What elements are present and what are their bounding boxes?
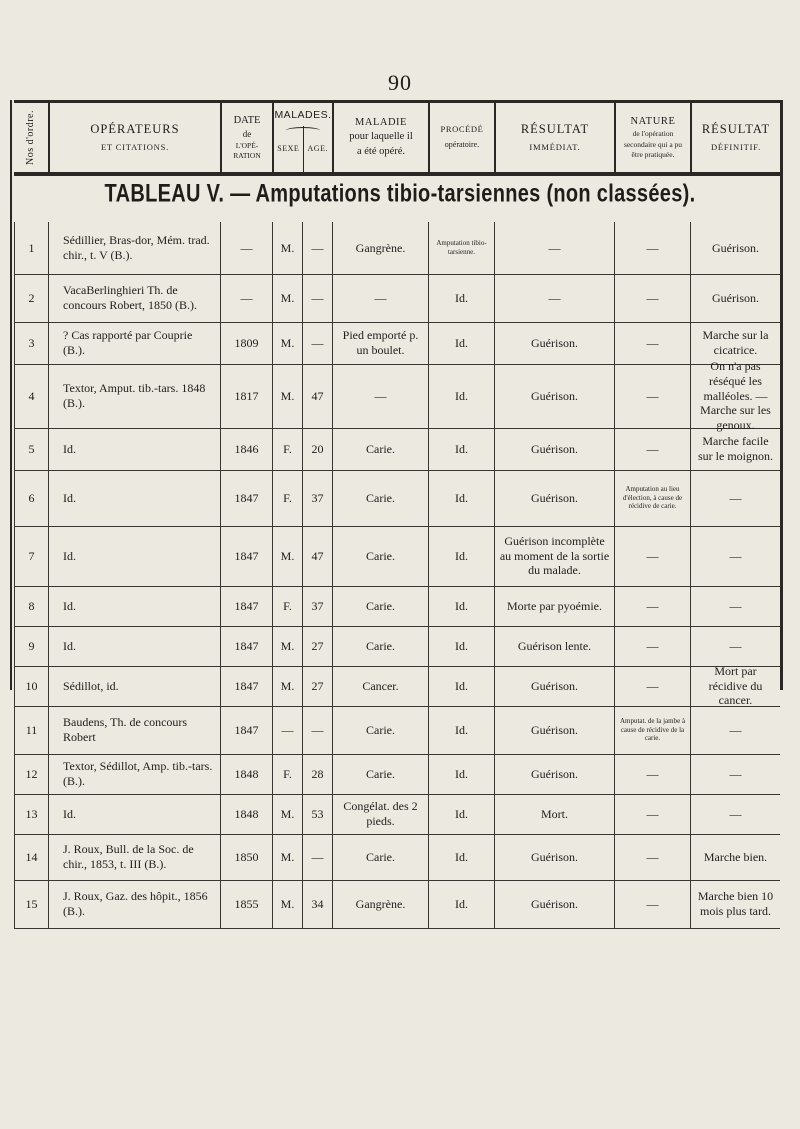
cell-sexe: M. [272, 526, 302, 586]
cell-n: 8 [14, 586, 48, 626]
header-resultat-definitif [690, 103, 780, 172]
cell-age: 28 [302, 754, 332, 794]
header-nature [614, 103, 690, 172]
cell-operateur: VacaBerlinghieri Th. de concours Robert, 1850 (B.). [48, 274, 220, 322]
header-operateurs-label: OPÉRATEURS [90, 122, 180, 137]
cell-operateur: Id. [48, 428, 220, 470]
cell-date: — [220, 274, 272, 322]
cell-age: — [302, 274, 332, 322]
cell-nature: — [614, 428, 690, 470]
cell-definitif: Marche bien 10 mois plus tard. [690, 880, 780, 928]
cell-procede: Id. [428, 706, 494, 754]
cell-maladie: Carie. [332, 754, 428, 794]
cell-procede: Id. [428, 880, 494, 928]
header-procede-line1: PROCÉDÉ [440, 124, 484, 135]
cell-n: 1 [14, 222, 48, 274]
cell-date: 1848 [220, 794, 272, 834]
header-malades-label: MALADES. [274, 109, 332, 121]
cell-procede: Id. [428, 754, 494, 794]
header-procede [428, 103, 494, 172]
cell-immediat: Morte par pyoémie. [494, 586, 614, 626]
cell-date: — [220, 222, 272, 274]
cell-immediat: Guérison. [494, 364, 614, 428]
cell-operateur: Id. [48, 586, 220, 626]
cell-date: 1850 [220, 834, 272, 880]
header-operateurs [48, 103, 220, 172]
cell-age: 27 [302, 666, 332, 706]
header-age-label: AGE. [303, 126, 333, 172]
header-ordre-label: Nos d'ordre. [25, 109, 37, 165]
cell-date: 1847 [220, 586, 272, 626]
cell-immediat: Mort. [494, 794, 614, 834]
cell-procede: Id. [428, 834, 494, 880]
cell-operateur: Id. [48, 626, 220, 666]
header-maladie [332, 103, 428, 172]
cell-n: 11 [14, 706, 48, 754]
cell-n: 15 [14, 880, 48, 928]
cell-n: 13 [14, 794, 48, 834]
cell-procede: Id. [428, 626, 494, 666]
cell-immediat: Guérison. [494, 706, 614, 754]
table-row [14, 526, 780, 587]
cell-operateur: Id. [48, 526, 220, 586]
cell-date: 1847 [220, 706, 272, 754]
cell-immediat: — [494, 222, 614, 274]
cell-n: 7 [14, 526, 48, 586]
cell-operateur: J. Roux, Bull. de la Soc. de chir., 1853, t. III (B.). [48, 834, 220, 880]
cell-n: 2 [14, 274, 48, 322]
cell-maladie: Gangrène. [332, 222, 428, 274]
cell-age: 47 [302, 526, 332, 586]
header-date-line3: L'OPÉ- [235, 140, 259, 150]
table-row [14, 626, 780, 667]
header-nature-line2: de l'opération [632, 129, 674, 139]
cell-operateur: Textor, Amput. tib.-tars. 1848 (B.). [48, 364, 220, 428]
table-row [14, 322, 780, 365]
cell-procede: Id. [428, 794, 494, 834]
cell-definitif: Guérison. [690, 222, 780, 274]
cell-maladie: Carie. [332, 526, 428, 586]
cell-definitif: Guérison. [690, 274, 780, 322]
cell-immediat: Guérison. [494, 666, 614, 706]
cell-definitif: — [690, 706, 780, 754]
cell-age: — [302, 222, 332, 274]
cell-date: 1848 [220, 754, 272, 794]
header-nature-line4: être pratiquée. [631, 149, 675, 159]
table-row [14, 222, 780, 275]
table-row [14, 754, 780, 795]
cell-maladie: Carie. [332, 428, 428, 470]
cell-sexe: F. [272, 470, 302, 526]
cell-sexe: M. [272, 666, 302, 706]
cell-nature: — [614, 626, 690, 666]
cell-n: 5 [14, 428, 48, 470]
table-header [14, 100, 780, 176]
cell-maladie: Carie. [332, 834, 428, 880]
cell-maladie: Gangrène. [332, 880, 428, 928]
cell-nature: — [614, 274, 690, 322]
cell-maladie: Carie. [332, 470, 428, 526]
cell-immediat: Guérison lente. [494, 626, 614, 666]
cell-sexe: M. [272, 364, 302, 428]
header-nature-line3: secondaire qui a pu [623, 139, 683, 149]
header-malades [272, 103, 332, 172]
cell-sexe: M. [272, 626, 302, 666]
cell-nature: — [614, 880, 690, 928]
cell-sexe: M. [272, 834, 302, 880]
cell-immediat: Guérison. [494, 470, 614, 526]
table-row [14, 274, 780, 323]
cell-n: 12 [14, 754, 48, 794]
header-citations-label: ET CITATIONS. [100, 141, 170, 152]
cell-nature: Amputation au lieu d'élection, à cause de récidive de carie. [614, 470, 690, 526]
header-date-line1: DATE [233, 115, 261, 127]
cell-date: 1847 [220, 470, 272, 526]
table-row [14, 359, 780, 432]
cell-n: 3 [14, 322, 48, 364]
table-row [14, 794, 780, 835]
header-sexe-label: SEXE [277, 144, 300, 154]
header-date-line4: RATION [233, 150, 261, 160]
cell-operateur: Textor, Sédillot, Amp. tib.-tars. (B.). [48, 754, 220, 794]
cell-maladie: Carie. [332, 626, 428, 666]
cell-definitif: — [690, 526, 780, 586]
cell-sexe: M. [272, 222, 302, 274]
cell-maladie: — [332, 274, 428, 322]
cell-immediat: — [494, 274, 614, 322]
cell-age: 27 [302, 626, 332, 666]
cell-sexe: M. [272, 274, 302, 322]
table-title: TABLEAU V. — Amputations tibio-tarsiennes (non classées). [104, 180, 696, 208]
table-row [14, 666, 780, 707]
cell-immediat: Guérison. [494, 834, 614, 880]
cell-date: 1809 [220, 322, 272, 364]
cell-definitif: — [690, 794, 780, 834]
cell-immediat: Guérison. [494, 880, 614, 928]
cell-n: 6 [14, 470, 48, 526]
header-resultat-immediat-line1: RÉSULTAT [520, 122, 590, 137]
header-ordre [14, 103, 48, 172]
cell-nature: — [614, 754, 690, 794]
cell-date: 1855 [220, 880, 272, 928]
header-maladie-line2: pour laquelle il [349, 131, 413, 143]
header-resultat-immediat-line2: IMMÉDIAT. [529, 141, 581, 152]
cell-sexe: M. [272, 880, 302, 928]
cell-sexe: — [272, 706, 302, 754]
cell-operateur: Sédillier, Bras-dor, Mém. trad. chir., t. V (B.). [48, 222, 220, 274]
cell-definitif: Marche facile sur le moignon. [690, 428, 780, 470]
cell-definitif: — [690, 586, 780, 626]
cell-operateur: J. Roux, Gaz. des hôpit., 1856 (B.). [48, 880, 220, 928]
cell-immediat: Guérison. [494, 754, 614, 794]
header-resultat-definitif-line1: RÉSULTAT [701, 122, 771, 137]
cell-n: 10 [14, 666, 48, 706]
cell-definitif: — [690, 754, 780, 794]
cell-nature: — [614, 364, 690, 428]
cell-definitif: Mort par récidive du cancer. [690, 666, 780, 706]
cell-date: 1847 [220, 666, 272, 706]
header-maladie-line1: MALADIE [355, 117, 407, 129]
header-date [220, 103, 272, 172]
cell-age: 47 [302, 364, 332, 428]
cell-maladie: Cancer. [332, 666, 428, 706]
cell-maladie: — [332, 364, 428, 428]
cell-immediat: Guérison. [494, 322, 614, 364]
cell-nature: — [614, 222, 690, 274]
cell-procede: Id. [428, 322, 494, 364]
header-date-line2: de [242, 129, 252, 140]
cell-operateur: ? Cas rapporté par Couprie (B.). [48, 322, 220, 364]
cell-age: 53 [302, 794, 332, 834]
cell-immediat: Guérison. [494, 428, 614, 470]
cell-procede: Id. [428, 526, 494, 586]
cell-operateur: Sédillot, id. [48, 666, 220, 706]
table-row [14, 428, 780, 471]
table-row [14, 706, 780, 755]
page-number: 90 [388, 70, 412, 95]
cell-maladie: Congélat. des 2 pieds. [332, 794, 428, 834]
header-maladie-line3: a été opéré. [356, 145, 406, 157]
table-row [14, 470, 780, 527]
header-procede-line2: opératoire. [444, 139, 480, 149]
cell-procede: Amputation tibio-tarsienne. [428, 222, 494, 274]
cell-maladie: Carie. [332, 706, 428, 754]
cell-maladie: Pied emporté p. un boulet. [332, 322, 428, 364]
cell-definitif: Marche bien. [690, 834, 780, 880]
cell-date: 1847 [220, 626, 272, 666]
cell-nature: — [614, 666, 690, 706]
cell-nature: — [614, 834, 690, 880]
cell-nature: — [614, 322, 690, 364]
header-malades-sub [274, 126, 332, 172]
cell-sexe: F. [272, 428, 302, 470]
cell-age: 37 [302, 586, 332, 626]
cell-procede: Id. [428, 586, 494, 626]
cell-sexe: M. [272, 794, 302, 834]
cell-nature: — [614, 586, 690, 626]
cell-operateur: Id. [48, 470, 220, 526]
cell-age: 34 [302, 880, 332, 928]
cell-nature: Amputat. de la jambe à cause de récidive de la carie. [614, 706, 690, 754]
cell-n: 14 [14, 834, 48, 880]
cell-sexe: M. [272, 322, 302, 364]
cell-nature: — [614, 794, 690, 834]
cell-date: 1817 [220, 364, 272, 428]
cell-maladie: Carie. [332, 586, 428, 626]
cell-date: 1846 [220, 428, 272, 470]
cell-n: 9 [14, 626, 48, 666]
table-row [14, 834, 780, 881]
cell-nature: — [614, 526, 690, 586]
cell-immediat: Guérison incomplète au moment de la sortie du malade. [494, 526, 614, 586]
cell-age: 20 [302, 428, 332, 470]
cell-procede: Id. [428, 666, 494, 706]
table-row [14, 880, 780, 929]
table-row [14, 586, 780, 627]
cell-age: — [302, 322, 332, 364]
cell-procede: Id. [428, 364, 494, 428]
cell-date: 1847 [220, 526, 272, 586]
header-resultat-definitif-line2: DÉFINITIF. [710, 141, 762, 152]
cell-definitif: Marche sur la cicatrice. [690, 322, 780, 364]
cell-n: 4 [14, 364, 48, 428]
cell-age: — [302, 834, 332, 880]
header-nature-line1: NATURE [630, 116, 676, 128]
cell-sexe: F. [272, 754, 302, 794]
cell-procede: Id. [428, 428, 494, 470]
cell-definitif: — [690, 626, 780, 666]
cell-definitif: On n'a pas réséqué les malléoles. —Marche sur les genoux. [690, 364, 780, 428]
cell-procede: Id. [428, 274, 494, 322]
cell-operateur: Baudens, Th. de concours Robert [48, 706, 220, 754]
cell-procede: Id. [428, 470, 494, 526]
cell-definitif: — [690, 470, 780, 526]
cell-age: — [302, 706, 332, 754]
cell-age: 37 [302, 470, 332, 526]
cell-sexe: F. [272, 586, 302, 626]
cell-operateur: Id. [48, 794, 220, 834]
header-resultat-immediat [494, 103, 614, 172]
